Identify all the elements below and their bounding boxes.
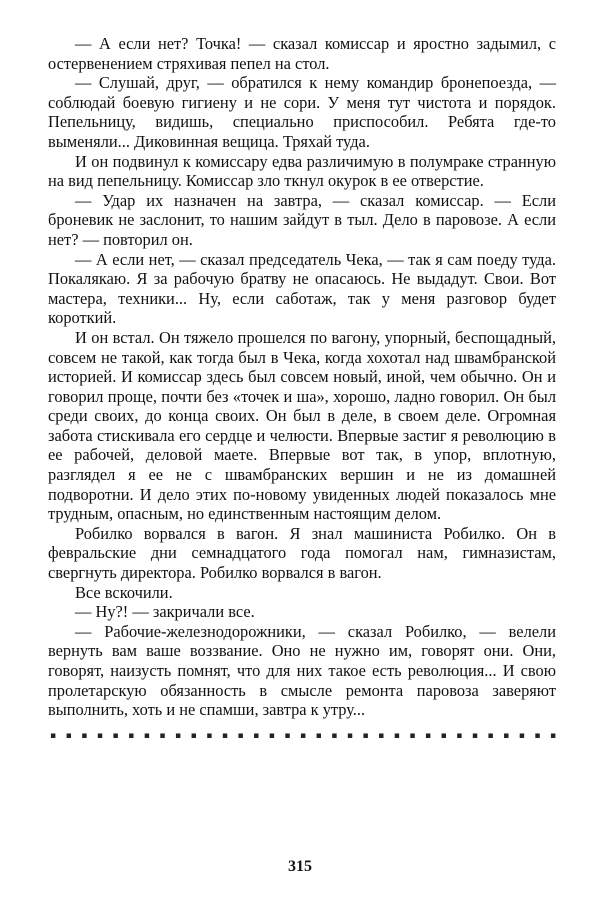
paragraph: Робилко ворвался в вагон. Я знал машиниста Робилко. Он в февральские дни семнадцатого года помогал нам, гимназистам, свергнуть директора. Робилко ворвался в вагон. (48, 523, 556, 583)
paragraph: — Удар их назначен на завтра, — сказал комиссар. — Если броневик не заслонит, то нашим зайдут в тыл. Дело в паровозе. А если нет? — повторил он. (48, 190, 556, 249)
paragraph: — Слушай, друг, — обратился к нему командир бронепоезда, — соблюдай боевую гигиену и не сори. У меня тут чистота и порядок. Пепельницу, видишь, специально приспособил. Ребята где-то выменяли... Диковинная вещица. Тряхай туда. (48, 73, 556, 151)
paragraph: — Рабочие-железнодорожники, — сказал Робилко, — велели вернуть вам ваше воззвание. Оно не нужно им, говорят они. Они, говорят, наизусть помнят, что для них такое есть революция... И свою пролетарскую обязанность в смысле ремонта паровоза заверяют выполнить, хоть и не спамши, завтра к утру... (48, 621, 556, 720)
paragraph: И он встал. Он тяжело прошелся по вагону, упорный, беспощадный, совсем не такой, как тогда был в Чека, когда хохотал над швамбранской историей. И комиссар здесь был совсем новый, иной, чем обычно. Он и говорил проще, почти без «точек и ша», хорошо, ладно говорил. Он был среди своих, до конца своих. Он был в деле, в своем деле. Огромная забота стискивала его сердце и челюсти. Впервые застиг я революцию в ее рабочей, деловой маете. Впервые вот так, в упор, вплотную, разглядел я ее не с швамбранских вершин и не из домашней подворотни. И дело этих по-новому увиденных людей показалось мне трудным, опасным, но единственным настоящим делом. (48, 327, 556, 524)
paragraph: — Ну?! — закричали все. (75, 602, 255, 622)
page-body (48, 34, 556, 741)
paragraph: Все вскочили. (75, 582, 173, 602)
section-divider: ▪ ▪ ▪ ▪ ▪ ▪ ▪ ▪ ▪ ▪ ▪ ▪ ▪ ▪ ▪ ▪ ▪ ▪ ▪ ▪ ▪ ▪ ▪ ▪ ▪ ▪ ▪ ▪ ▪ ▪ ▪ ▪ ▪ (50, 730, 557, 741)
paragraph: — А если нет? Точка! — сказал комиссар и яростно задымил, с остервенением стряхивая пепел на стол. (48, 34, 556, 73)
paragraph: — А если нет, — сказал председатель Чека, — так я сам поеду туда. Покалякаю. Я за рабочую братву не опасаюсь. Не выдадут. Свои. Вот мастера, техники... Ну, если саботаж, так у меня разговор будет короткий. (48, 249, 556, 328)
page-number: 315 (288, 858, 312, 875)
paragraph: И он подвинул к комиссару едва различимую в полумраке странную на вид пепельницу. Комиссар зло ткнул окурок в ее отверстие. (48, 151, 556, 191)
